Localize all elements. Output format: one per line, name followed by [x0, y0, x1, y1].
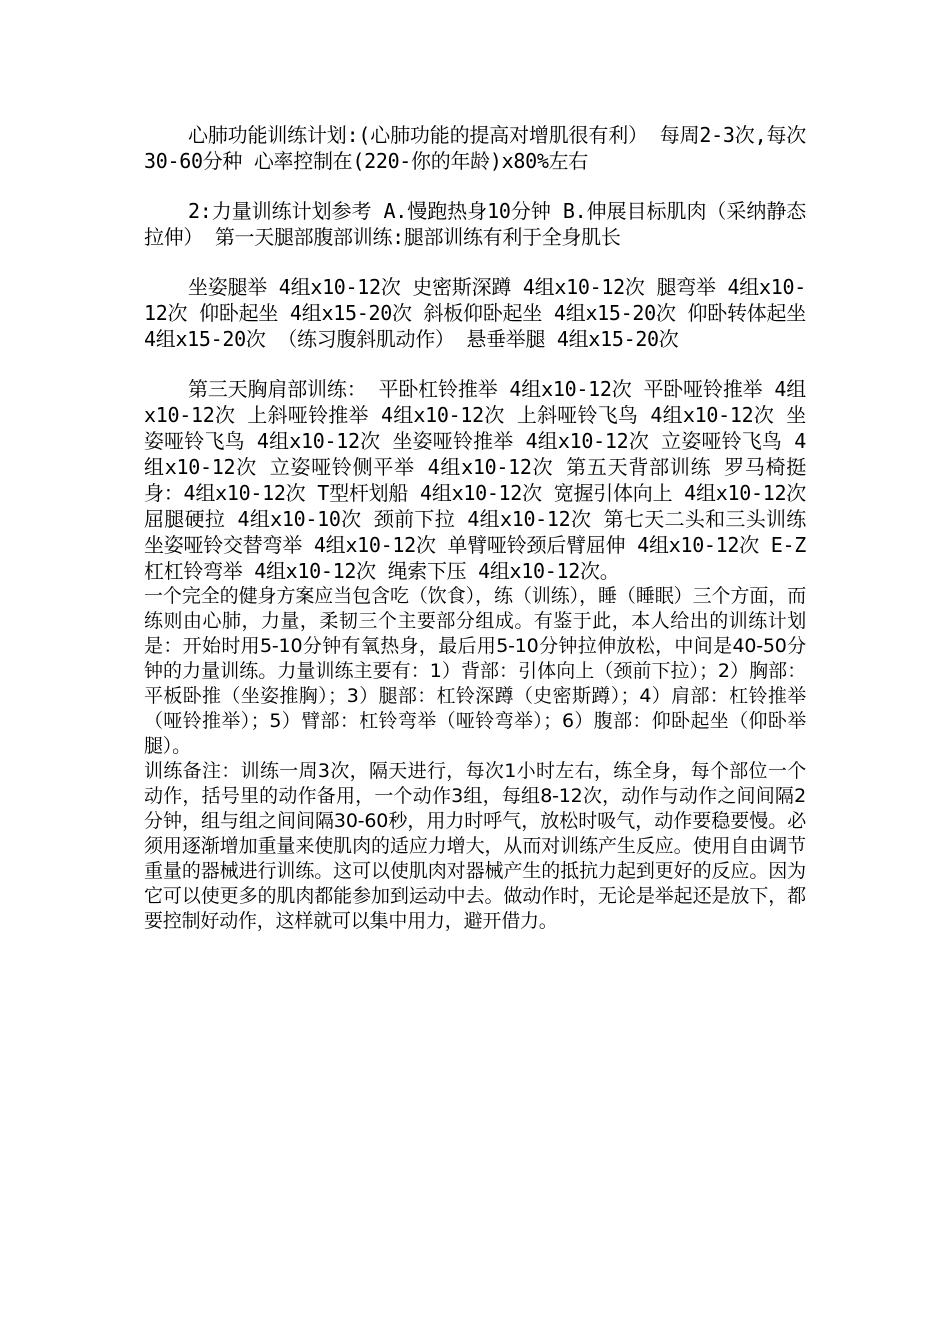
training-notes-paragraph: 训练备注：训练一周3次，隔天进行，每次1小时左右，练全身，每个部位一个动作，括号里的动作备用，一个动作3组，每组8-12次，动作与动作之间间隔2分钟，组与组之间间隔30-60秒，用力时呼气，放松时吸气，动作要稳要慢。必须用逐渐增加重量来使肌肉的适应力增大，从而对训练产生反应。使用自由调节重量的器械进行训练。这可以使肌肉对器械产生的抵抗力起到更好的反应。因为它可以使更多的肌肉都能参加到运动中去。做动作时，无论是举起还是放下，都要控制好动作，这样就可以集中用力，避开借力。: [144, 760, 806, 932]
strength-plan-paragraph: 2:力量训练计划参考 A.慢跑热身10分钟 B.伸展目标肌肉（采纳静态拉伸） 第一天腿部腹部训练:腿部训练有利于全身肌长: [144, 199, 806, 249]
paragraph-gap: [144, 174, 806, 198]
paragraph-gap: [144, 352, 806, 376]
paragraph-gap: [144, 250, 806, 274]
leg-abs-exercises-paragraph: 坐姿腿举 4组x10-12次 史密斯深蹲 4组x10-12次 腿弯举 4组x10-12次 仰卧起坐 4组x15-20次 斜板仰卧起坐 4组x15-20次 仰卧转体起坐 4组x15-20次 （练习腹斜肌动作） 悬垂举腿 4组x15-20次: [144, 275, 806, 351]
chest-back-arms-paragraph: 第三天胸肩部训练： 平卧杠铃推举 4组x10-12次 平卧哑铃推举 4组x10-12次 上斜哑铃推举 4组x10-12次 上斜哑铃飞鸟 4组x10-12次 坐姿哑铃飞鸟 4组x10-12次 坐姿哑铃推举 4组x10-12次 立姿哑铃飞鸟 4组x10-12次 立姿哑铃侧平举 4组x10-12次 第五天背部训练 罗马椅挺身：4组x10-12次 T型杆划船 4组x10-12次 宽握引体向上 4组x10-12次 屈腿硬拉 4组x10-10次 颈前下拉 4组x10-12次 第七天二头和三头训练 坐姿哑铃交替弯举 4组x10-12次 单臂哑铃颈后臂屈伸 4组x10-12次 E-Z杠杠铃弯举 4组x10-12次 绳索下压 4组x10-12次。: [144, 377, 806, 583]
cardio-plan-paragraph: 心肺功能训练计划:(心肺功能的提高对增肌很有利） 每周2-3次,每次30-60分种 心率控制在(220-你的年龄)x80%左右: [144, 123, 806, 173]
fitness-program-paragraph: 一个完全的健身方案应当包含吃（饮食），练（训练），睡（睡眠）三个方面，而练则由心肺，力量，柔韧三个主要部分组成。有鉴于此，本人给出的训练计划是：开始时用5-10分钟有氧热身，最后用5-10分钟拉伸放松，中间是40-50分钟的力量训练。力量训练主要有：1）背部：引体向上（颈前下拉）；2）胸部：平板卧推（坐姿推胸）；3）腿部：杠铃深蹲（史密斯蹲）；4）肩部：杠铃推举（哑铃推举）；5）臂部：杠铃弯举（哑铃弯举）；6）腹部：仰卧起坐（仰卧举腿）。: [144, 585, 806, 757]
document-body: [144, 122, 806, 934]
